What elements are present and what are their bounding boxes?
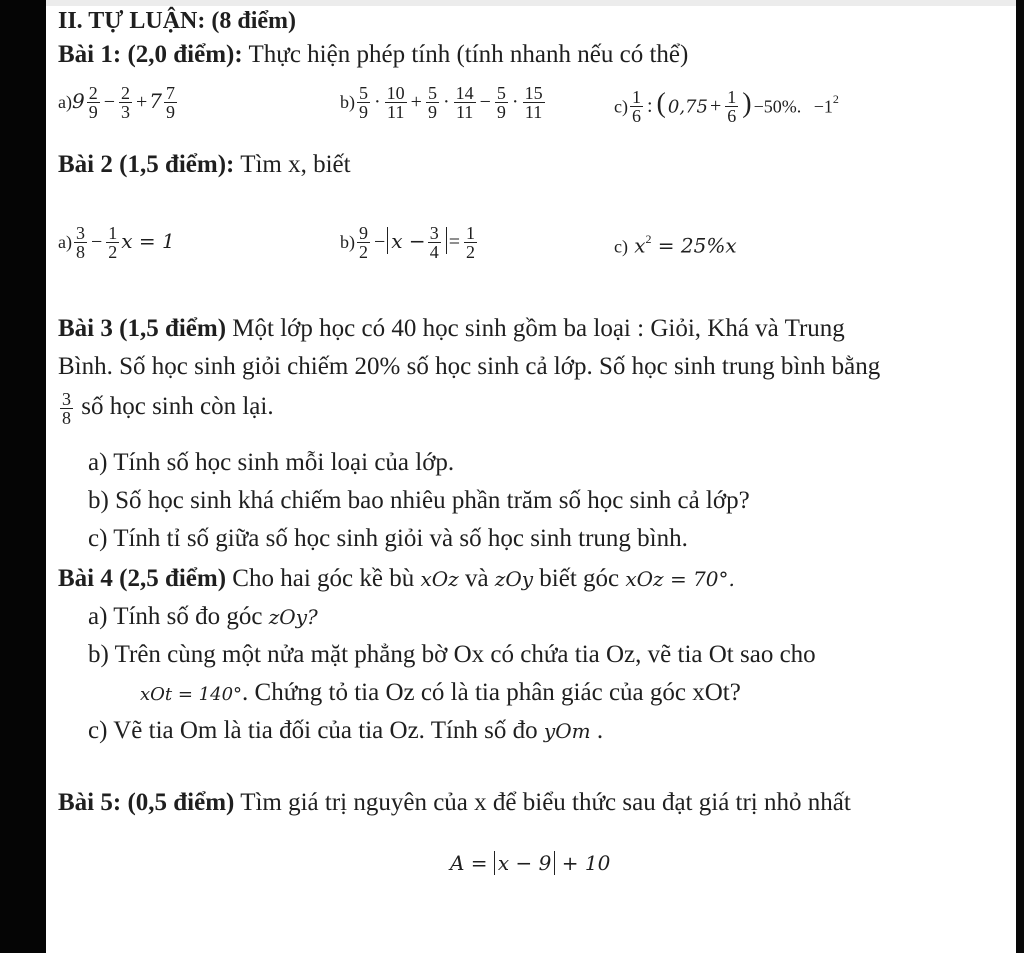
bai1-c: c) $\frac{1}{6}$ : ( 0,75 + $\frac{1}{6}$ ) −50%. $-1^2$ xyxy=(614,87,839,127)
bai4-c-text: c) Vẽ tia Om là tia đối của tia Oz. Tính số đo xyxy=(88,717,538,744)
variable: x xyxy=(634,233,646,258)
mixed-whole: 9 xyxy=(71,89,85,114)
bai2-text: Tìm x, biết xyxy=(240,151,351,178)
bai3-text1: Một lớp học có 40 học sinh gồm ba loại : Giỏi, Khá và Trung xyxy=(232,315,845,342)
bai3-b: b) Số học sinh khá chiếm bao nhiêu phần trăm số học sinh cả lớp? xyxy=(88,487,750,514)
bai2-line xyxy=(58,150,351,180)
fraction: $\frac{10}{11}$ xyxy=(386,83,405,122)
power-base: −1 xyxy=(813,96,833,117)
equation-rest: x = 1 xyxy=(121,229,175,254)
bai4-line xyxy=(58,564,735,594)
fraction: $\frac{3}{4}$ xyxy=(429,223,439,262)
expr-lhs: A = xyxy=(450,851,494,875)
bai1-b: b) $\frac{5}{9}$ · $\frac{10}{11}$ + $\frac{5}{9}$ · $\frac{14}{11}$ − $\frac{5}{9}$ · $\frac{15}{11}$ xyxy=(340,83,543,122)
bai2-c xyxy=(614,224,737,261)
exponent: 2 xyxy=(832,92,839,106)
fraction: $\frac{15}{11}$ xyxy=(524,83,543,122)
bai1-a-label: a) xyxy=(58,92,72,113)
bai3-line1 xyxy=(58,314,845,344)
bai4-text1: Cho hai góc kề bù xyxy=(232,565,415,592)
left-dark-border xyxy=(0,0,46,953)
fraction: $\frac{9}{2}$ xyxy=(359,223,368,262)
fraction: $\frac{1}{2}$ xyxy=(108,223,118,262)
fraction: $\frac{14}{11}$ xyxy=(455,83,474,122)
section-title: II. TỰ LUẬN: (8 điểm) xyxy=(58,8,296,34)
bai5-expression xyxy=(450,848,610,878)
bai3-text3: số học sinh còn lại. xyxy=(81,393,274,421)
bai4-text2: và xyxy=(464,565,489,592)
bai3-a: a) Tính số học sinh mỗi loại của lớp. xyxy=(88,449,455,476)
bai2-c-label: c) xyxy=(614,236,628,257)
absolute-value: x − 9 xyxy=(494,851,555,875)
right-dark-border xyxy=(1016,0,1024,953)
bai3-line2: Bình. Số học sinh giỏi chiếm 20% số học sinh cả lớp. Số học sinh trung bình bằng xyxy=(58,353,881,380)
angle-label: xOz xyxy=(420,567,459,591)
fraction: $\frac{3}{8}$ xyxy=(62,389,71,428)
decimal-value: 0,75 xyxy=(667,96,708,118)
fraction: $\frac{1}{2}$ xyxy=(465,223,475,262)
bai3-heading: Bài 3 (1,5 điểm) xyxy=(58,315,227,342)
bai4-b2-text: . Chứng tỏ tia Oz có là tia phân giác của góc xOt? xyxy=(242,679,741,706)
bai1-a: a)9 $\frac{2}{9}$ − $\frac{2}{3}$ + 7 $\frac{7}{9}$ xyxy=(58,83,176,122)
angle-label: yOm xyxy=(543,719,591,743)
expr-tail: + 10 xyxy=(555,851,611,875)
angle-label: zOy? xyxy=(268,605,318,629)
fraction: $\frac{5}{9}$ xyxy=(427,83,437,122)
bai1-line xyxy=(58,40,688,70)
bai4-heading: Bài 4 (2,5 điểm) xyxy=(58,565,227,592)
fraction: $\frac{5}{9}$ xyxy=(496,83,506,122)
bai2-b-label: b) xyxy=(340,232,355,253)
bai4-c-post: . xyxy=(596,717,604,744)
fraction: $\frac{2}{9}$ xyxy=(88,83,98,122)
bai1-c-label: c) xyxy=(614,96,628,117)
bai4-text3: biết góc xyxy=(539,565,620,592)
bai2-heading: Bài 2 (1,5 điểm): xyxy=(58,151,235,178)
angle-condition: xOt = 140° xyxy=(140,684,243,705)
bai1-heading: Bài 1: (2,0 điểm): xyxy=(58,41,243,68)
exponent: 2 xyxy=(645,232,652,246)
bai4-b2 xyxy=(140,678,741,710)
bai2-a: a) $\frac{3}{8}$ − $\frac{1}{2}$ x = 1 xyxy=(58,223,175,262)
bai1-text: Thực hiện phép tính (tính nhanh nếu có thể) xyxy=(248,41,689,68)
bai4-a xyxy=(88,602,318,632)
fraction: $\frac{5}{9}$ xyxy=(359,83,368,122)
mixed-whole: 7 xyxy=(149,89,163,114)
bai5-heading: Bài 5: (0,5 điểm) xyxy=(58,789,235,816)
bai2-b: b) $\frac{9}{2}$ − x − $\frac{3}{4}$ = $\frac{1}{2}$ xyxy=(340,223,475,262)
bai1-b-label: b) xyxy=(340,92,355,113)
bai3-line3 xyxy=(58,390,274,427)
bai3-c: c) Tính tỉ số giữa số học sinh giỏi và số học sinh trung bình. xyxy=(88,525,688,552)
absolute-value: x − $\frac{3}{4}$ xyxy=(387,227,446,254)
fraction: $\frac{1}{6}$ xyxy=(631,87,641,127)
fraction: $\frac{1}{6}$ xyxy=(727,87,737,127)
fraction: $\frac{3}{8}$ xyxy=(75,223,85,262)
exam-page xyxy=(46,0,1016,953)
bai4-b1: b) Trên cùng một nửa mặt phẳng bờ Ox có chứa tia Oz, vẽ tia Ot sao cho xyxy=(88,641,816,668)
fraction: $\frac{2}{3}$ xyxy=(121,83,130,122)
bai2-a-label: a) xyxy=(58,232,72,253)
fraction: $\frac{7}{9}$ xyxy=(166,83,176,122)
bai5-line xyxy=(58,788,851,818)
percent-term: −50%. xyxy=(753,96,802,117)
equation-rhs: = 25%x xyxy=(657,233,737,258)
angle-label: zOy xyxy=(494,567,534,591)
given-angle: xOz = 70°. xyxy=(625,567,735,591)
bai5-text: Tìm giá trị nguyên của x để biểu thức sau đạt giá trị nhỏ nhất xyxy=(240,789,851,816)
bai4-c xyxy=(88,716,603,746)
bai4-a-text: a) Tính số đo góc xyxy=(88,603,263,630)
